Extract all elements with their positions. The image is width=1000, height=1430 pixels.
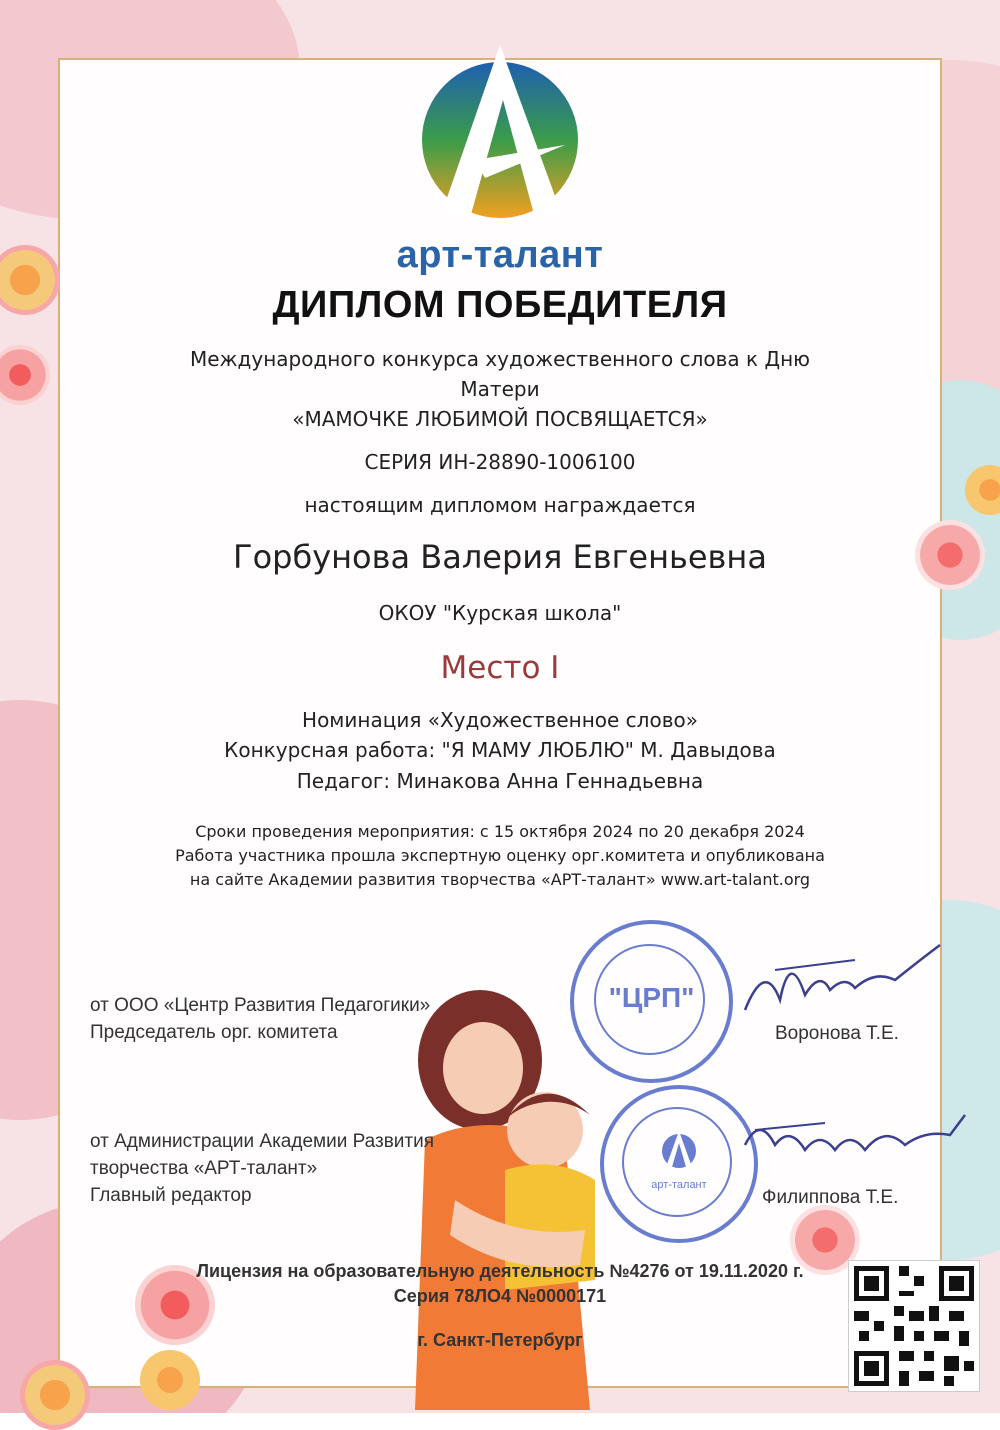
sig2-line-1: от Администрации Академии Развития [90, 1131, 435, 1152]
page-title: ДИПЛОМ ПОБЕДИТЕЛЯ [272, 284, 728, 326]
signature-block-1 [90, 992, 430, 1046]
event-dates: Сроки проведения мероприятия: с 15 октября 2024 по 20 декабря 2024 [195, 822, 805, 841]
license-text: Лицензия на образовательную деятельность №4276 от 19.11.2020 г. [196, 1261, 804, 1281]
flower-decoration [140, 1350, 200, 1410]
signature-filippova [735, 1105, 975, 1185]
sig1-line-2: Председатель орг. комитета [90, 1022, 338, 1043]
sig1-line-1: от ООО «Центр Развития Педагогики» [90, 995, 431, 1016]
qr-code-icon[interactable] [848, 1260, 980, 1392]
awarded-text: настоящим дипломом награждается [304, 493, 696, 517]
school-name: ОКОУ "Курская школа" [378, 601, 622, 625]
contest-line-1: Международного конкурса художественного слова к Дню [189, 347, 811, 371]
stamp-logo-icon [659, 1129, 699, 1169]
contest-line-2: Матери [460, 377, 540, 401]
brand-name: арт-талант [396, 234, 604, 276]
nomination: Номинация «Художественное слово» [302, 708, 698, 732]
place-award: Место I [440, 650, 560, 686]
contest-work: Конкурсная работа: "Я МАМУ ЛЮБЛЮ" М. Давыдова [224, 738, 776, 762]
sig1-name: Воронова Т.Е. [775, 1023, 899, 1044]
teacher-name: Педагог: Минакова Анна Геннадьевна [296, 769, 704, 793]
sig2-line-2: творчества «АРТ-талант» [90, 1158, 318, 1179]
review-line-2: на сайте Академии развития творчества «АРТ-талант» www.art-talant.org [189, 870, 811, 889]
series-number: СЕРИЯ ИН-28890-1006100 [364, 450, 636, 474]
license-series: Серия 78ЛО4 №0000171 [393, 1286, 607, 1306]
crp-stamp: "ЦРП" [570, 920, 733, 1083]
flower-decoration [20, 1360, 90, 1430]
city: г. Санкт-Петербург [417, 1330, 583, 1350]
review-line-1: Работа участника прошла экспертную оценку орг.комитета и опубликована [175, 846, 825, 865]
sig2-line-3: Главный редактор [90, 1185, 252, 1206]
contest-name: «МАМОЧКЕ ЛЮБИМОЙ ПОСВЯЩАЕТСЯ» [292, 407, 708, 431]
art-talant-logo-icon [415, 40, 585, 225]
sig2-name: Филиппова Т.Е. [762, 1187, 899, 1208]
signature-voronova [735, 940, 945, 1030]
signature-block-2 [90, 1128, 434, 1209]
recipient-name: Горбунова Валерия Евгеньевна [233, 538, 767, 576]
art-talant-stamp: арт-талант [600, 1085, 758, 1243]
